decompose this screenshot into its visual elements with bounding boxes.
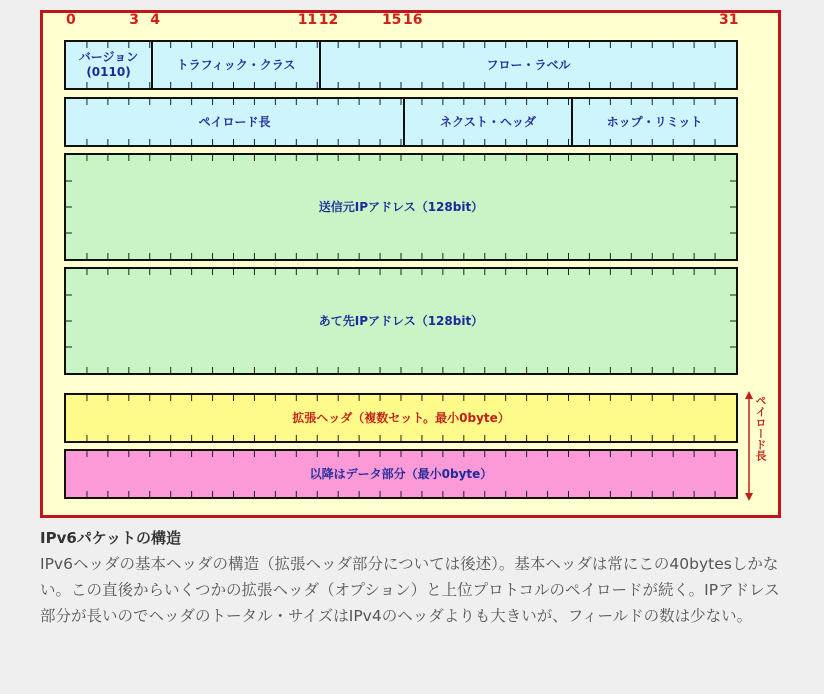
payload-length-marker-label: ペイロード長 (754, 395, 767, 461)
caption-body: IPv6ヘッダの基本ヘッダの構造（拡張ヘッダ部分については後述）。基本ヘッダは常にこの40bytesしかない。この直後からいくつかの拡張ヘッダ（オプション）と上位プロトコルのペイロードが続く。IPアドレス部分が長いのでヘッダのトータル・サイズはIPv4のヘッダよりも大きいが、フィールドの数は少ない。 (40, 555, 780, 625)
extension-header-row (64, 393, 738, 443)
header-row-2 (64, 97, 738, 147)
bit-number-31: 31 (719, 12, 739, 28)
bit-number-15: 15 (381, 12, 402, 28)
bit-number-16: 16 (403, 12, 423, 28)
field-next-header: ネクスト・ヘッダ (403, 99, 571, 145)
field-source-address: 送信元IPアドレス（128bit） (318, 199, 484, 214)
bit-number-0: 0 (66, 12, 76, 28)
field-extension-headers: 拡張ヘッダ（複数セット。最小0byte） (292, 410, 510, 425)
bit-number-4: 4 (150, 12, 160, 28)
field-upper-data: 以降はデータ部分（最小0byte） (309, 466, 493, 481)
source-address-row (64, 153, 738, 261)
header-row-1 (64, 40, 738, 90)
field-traffic-class: トラフィック・クラス (151, 42, 319, 88)
data-row (64, 449, 738, 499)
bit-number-12: 12 (318, 12, 339, 28)
field-version: バージョン (0110) (78, 50, 139, 79)
field-destination-address: あて先IPアドレス（128bit） (318, 313, 484, 328)
field-flow-label: フロー・ラベル (319, 42, 736, 88)
bit-number-3: 3 (129, 12, 139, 28)
destination-address-row (64, 267, 738, 375)
field-payload-length: ペイロード長 (198, 114, 271, 129)
caption-title: IPv6パケットの構造 (40, 529, 182, 547)
bit-number-11: 11 (297, 12, 318, 28)
field-hop-limit: ホップ・リミット (571, 99, 736, 145)
